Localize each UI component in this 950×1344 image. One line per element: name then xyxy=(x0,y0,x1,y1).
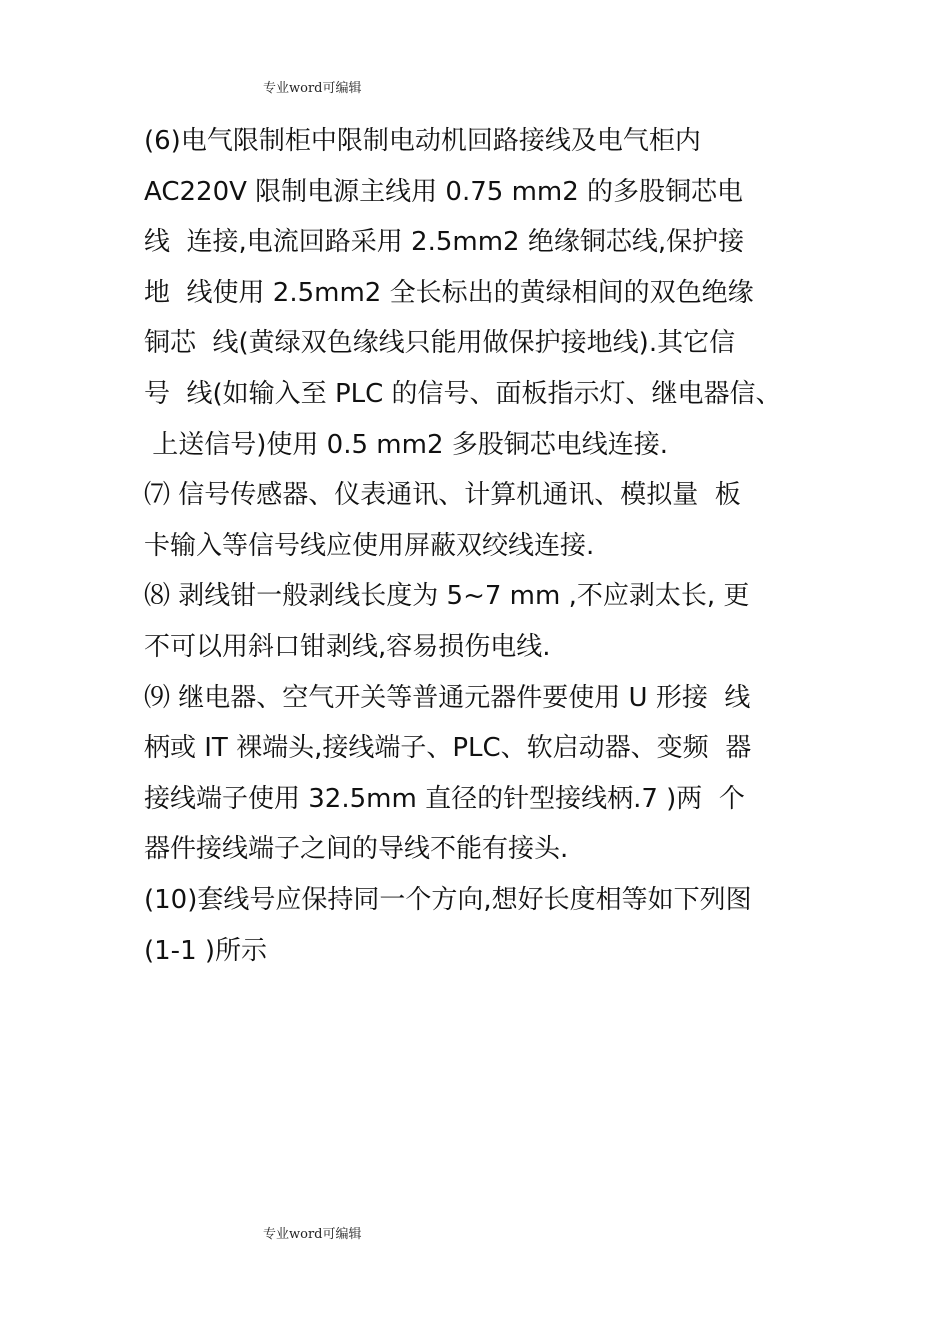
page-footer: 专业word可编辑 xyxy=(263,1227,362,1242)
text-line: ⑼ 继电器、空气开关等普通元器件要使用 U 形接 线 xyxy=(144,682,751,713)
text-line: 器件接线端子之间的导线不能有接头. xyxy=(144,834,569,865)
text-line: 不可以用斜口钳剥线,容易损伤电线. xyxy=(144,631,551,662)
text-line: (1-1 )所示 xyxy=(144,935,268,966)
text-line: 线 连接,电流回路采用 2.5mm2 绝缘铜芯线,保护接 xyxy=(144,227,745,258)
text-line: 卡输入等信号线应使用屏蔽双绞线连接. xyxy=(144,530,595,561)
page-header: 专业word可编辑 xyxy=(263,81,362,96)
text-line: (10)套线号应保持同一个方向,想好长度相等如下列图 xyxy=(144,884,752,915)
text-line: 地 线使用 2.5mm2 全长标出的黄绿相间的双色绝缘 xyxy=(144,277,754,308)
document-body xyxy=(144,116,834,976)
text-line: (6)电气限制柜中限制电动机回路接线及电气柜内 xyxy=(144,126,701,156)
text-line: ⑺ 信号传感器、仪表通讯、计算机通讯、模拟量 板 xyxy=(144,480,741,511)
text-line: 柄或 IT 裸端头,接线端子、PLC、软启动器、变频 器 xyxy=(144,733,752,764)
text-line: 上送信号)使用 0.5 mm2 多股铜芯电线连接. xyxy=(144,429,669,460)
text-line: ⑻ 剥线钳一般剥线长度为 5~7 mm ,不应剥太长, 更 xyxy=(144,581,750,612)
text-line: 接线端子使用 32.5mm 直径的针型接线柄.7 )两 个 xyxy=(144,783,745,814)
text-line: AC220V 限制电源主线用 0.75 mm2 的多股铜芯电 xyxy=(144,176,744,207)
text-line: 铜芯 线(黄绿双色缘线只能用做保护接地线).其它信 xyxy=(144,328,736,359)
text-line: 号 线(如输入至 PLC 的信号、面板指示灯、继电器信、 xyxy=(144,378,782,409)
